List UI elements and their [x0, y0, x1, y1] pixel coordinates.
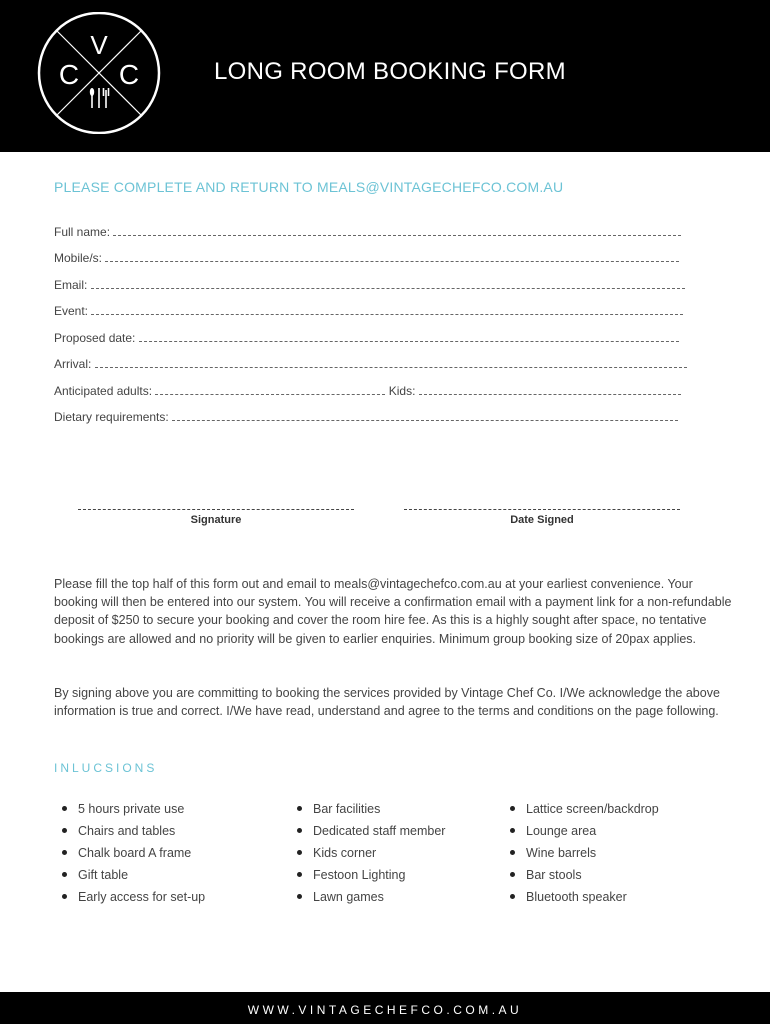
list-item: Lattice screen/backdrop	[502, 800, 659, 822]
email-field[interactable]	[54, 278, 685, 292]
email-label: Email:	[54, 278, 88, 292]
footer-banner	[0, 992, 770, 1024]
mobile-field[interactable]	[54, 251, 679, 265]
dietary-field[interactable]	[54, 410, 678, 424]
signature-line[interactable]	[78, 509, 354, 510]
adults-line[interactable]	[155, 385, 385, 395]
list-item: Lawn games	[289, 888, 445, 910]
full-name-field[interactable]	[54, 225, 681, 239]
website-link[interactable]: WWW.VINTAGECHEFCO.COM.AU	[247, 1003, 523, 1017]
list-item: Chairs and tables	[54, 822, 205, 844]
full-name-line[interactable]	[113, 226, 681, 236]
logo-letter-top: V	[90, 30, 108, 60]
header-banner	[0, 0, 770, 152]
event-label: Event:	[54, 304, 89, 318]
proposed-date-field[interactable]	[54, 331, 679, 345]
list-item: Bluetooth speaker	[502, 888, 659, 910]
inclusions-list-3	[502, 800, 659, 910]
booking-info-paragraph: Please fill the top half of this form out and email to meals@vintagechefco.com.au at your earliest convenience. Your booking will then be entered into our system. You will receive a confirmation email with a payment link for a non-refundable deposit of $250 to secure your booking and cover the room hire fee. As this is a highly sought after space, no tentative bookings are allowed and no priority will be given to earlier enquiries. Minimum group booking size of 20pax applies.	[54, 577, 732, 646]
inclusions-heading: INLUCSIONS	[54, 761, 158, 775]
adults-label: Anticipated adults:	[54, 384, 153, 398]
arrival-label: Arrival:	[54, 357, 92, 371]
dietary-line[interactable]	[172, 411, 678, 421]
event-line[interactable]	[91, 305, 683, 315]
list-item: Dedicated staff member	[289, 822, 445, 844]
list-item: Early access for set-up	[54, 888, 205, 910]
list-item: Lounge area	[502, 822, 659, 844]
email-line[interactable]	[91, 279, 685, 289]
list-item: Bar stools	[502, 866, 659, 888]
return-instruction: PLEASE COMPLETE AND RETURN TO MEALS@VINTAGECHEFCO.COM.AU	[54, 179, 564, 195]
dietary-label: Dietary requirements:	[54, 410, 169, 424]
logo-letter-left: C	[58, 59, 80, 90]
date-signed-line[interactable]	[404, 509, 680, 510]
date-signed-label: Date Signed	[510, 514, 574, 526]
proposed-date-line[interactable]	[139, 332, 679, 342]
mobile-label: Mobile/s:	[54, 251, 103, 265]
list-item: 5 hours private use	[54, 800, 205, 822]
cutlery-icon	[90, 88, 109, 108]
kids-line[interactable]	[419, 385, 681, 395]
logo-letter-right: C	[118, 59, 140, 90]
list-item: Festoon Lighting	[289, 866, 445, 888]
arrival-field[interactable]	[54, 357, 687, 371]
form-title: LONG ROOM BOOKING FORM	[214, 58, 566, 85]
list-item: Wine barrels	[502, 844, 659, 866]
inclusions-list-2	[289, 800, 445, 910]
proposed-date-label: Proposed date:	[54, 331, 136, 345]
vcc-logo	[34, 12, 164, 134]
list-item: Bar facilities	[289, 800, 445, 822]
commitment-paragraph: By signing above you are committing to booking the services provided by Vintage Chef Co. I/We acknowledge the above information is true and correct. I/We have read, understand and agree to the terms and conditions on the page following.	[54, 686, 720, 719]
list-item: Chalk board A frame	[54, 844, 205, 866]
list-item: Gift table	[54, 866, 205, 888]
list-item: Kids corner	[289, 844, 445, 866]
mobile-line[interactable]	[105, 252, 679, 262]
inclusions-list-1	[54, 800, 205, 910]
kids-label: Kids:	[388, 384, 416, 398]
event-field[interactable]	[54, 304, 683, 318]
arrival-line[interactable]	[95, 358, 687, 368]
guests-field[interactable]	[54, 384, 681, 398]
full-name-label: Full name:	[54, 225, 111, 239]
signature-label: Signature	[190, 514, 242, 526]
